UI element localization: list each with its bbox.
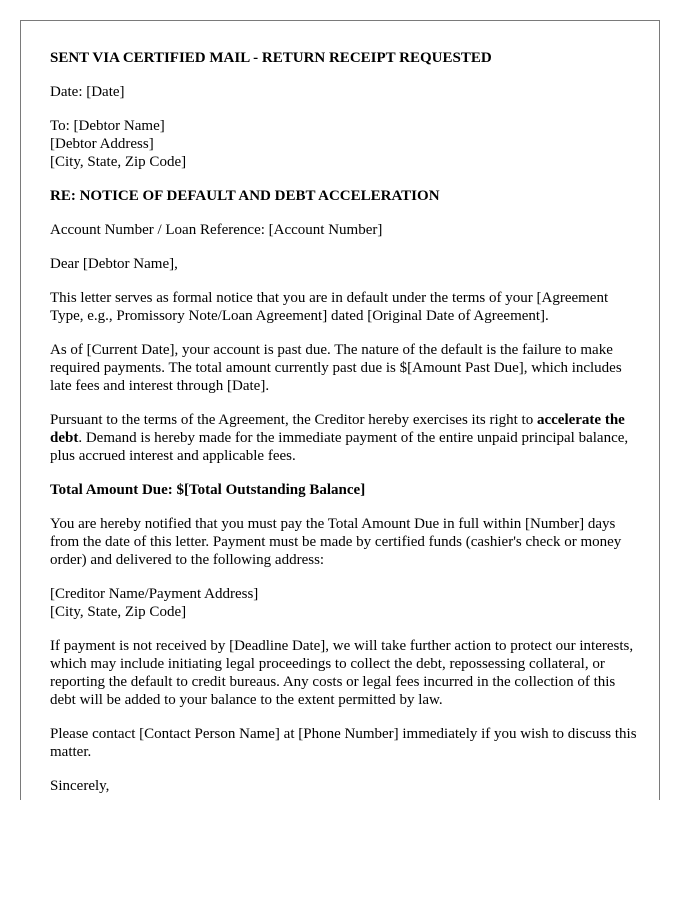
further-action-paragraph: If payment is not received by [Deadline Date], we will take further action to protect our interests, which may include initiating legal proceedings to collect the debt, repossessing collateral, or reporting the default to credit bureaus. Any costs or legal fees incurred in the collection of this debt will be added to your balance to the extent permitted by law. <box>50 638 634 708</box>
payment-address-block <box>50 585 638 621</box>
subject-line: RE: NOTICE OF DEFAULT AND DEBT ACCELERATION <box>50 188 440 204</box>
acceleration-paragraph <box>50 411 638 465</box>
total-amount-due: Total Amount Due: $[Total Outstanding Balance] <box>50 482 366 498</box>
salutation: Dear [Debtor Name], <box>50 256 178 272</box>
payment-address-line2: [City, State, Zip Code] <box>50 604 187 620</box>
letter-page <box>20 20 660 800</box>
recipient-name: To: [Debtor Name] <box>50 118 165 134</box>
acceleration-text-after: . Demand is hereby made for the immediate payment of the entire unpaid principal balance, plus accrued interest and applicable fees. <box>50 430 629 464</box>
payment-address-line1: [Creditor Name/Payment Address] <box>50 586 259 602</box>
letter-body <box>50 49 638 800</box>
payment-instructions-paragraph: You are hereby notified that you must pay the Total Amount Due in full within [Number] days from the date of this letter. Payment must be made by certified funds (cashier's check or money order) and delivered to the following address: <box>50 516 622 568</box>
recipient-block <box>50 117 638 171</box>
acceleration-emphasis: accelerate the debt <box>50 412 625 446</box>
closing: Sincerely, <box>50 778 110 794</box>
default-notice-paragraph: This letter serves as formal notice that you are in default under the terms of your [Agreement Type, e.g., Promissory Note/Loan Agreement] dated [Original Date of Agreement]. <box>50 290 609 324</box>
account-line: Account Number / Loan Reference: [Account Number] <box>50 222 383 238</box>
recipient-city: [City, State, Zip Code] <box>50 154 187 170</box>
date-line: Date: [Date] <box>50 84 125 100</box>
past-due-paragraph: As of [Current Date], your account is past due. The nature of the default is the failure to make required payments. The total amount currently past due is $[Amount Past Due], which includes late fees and interest through [Date]. <box>50 342 622 394</box>
acceleration-text-before: Pursuant to the terms of the Agreement, the Creditor hereby exercises its right to <box>50 412 537 428</box>
recipient-address: [Debtor Address] <box>50 136 154 152</box>
mailing-header: SENT VIA CERTIFIED MAIL - RETURN RECEIPT REQUESTED <box>50 50 492 66</box>
contact-paragraph: Please contact [Contact Person Name] at [Phone Number] immediately if you wish to discuss this matter. <box>50 726 637 760</box>
